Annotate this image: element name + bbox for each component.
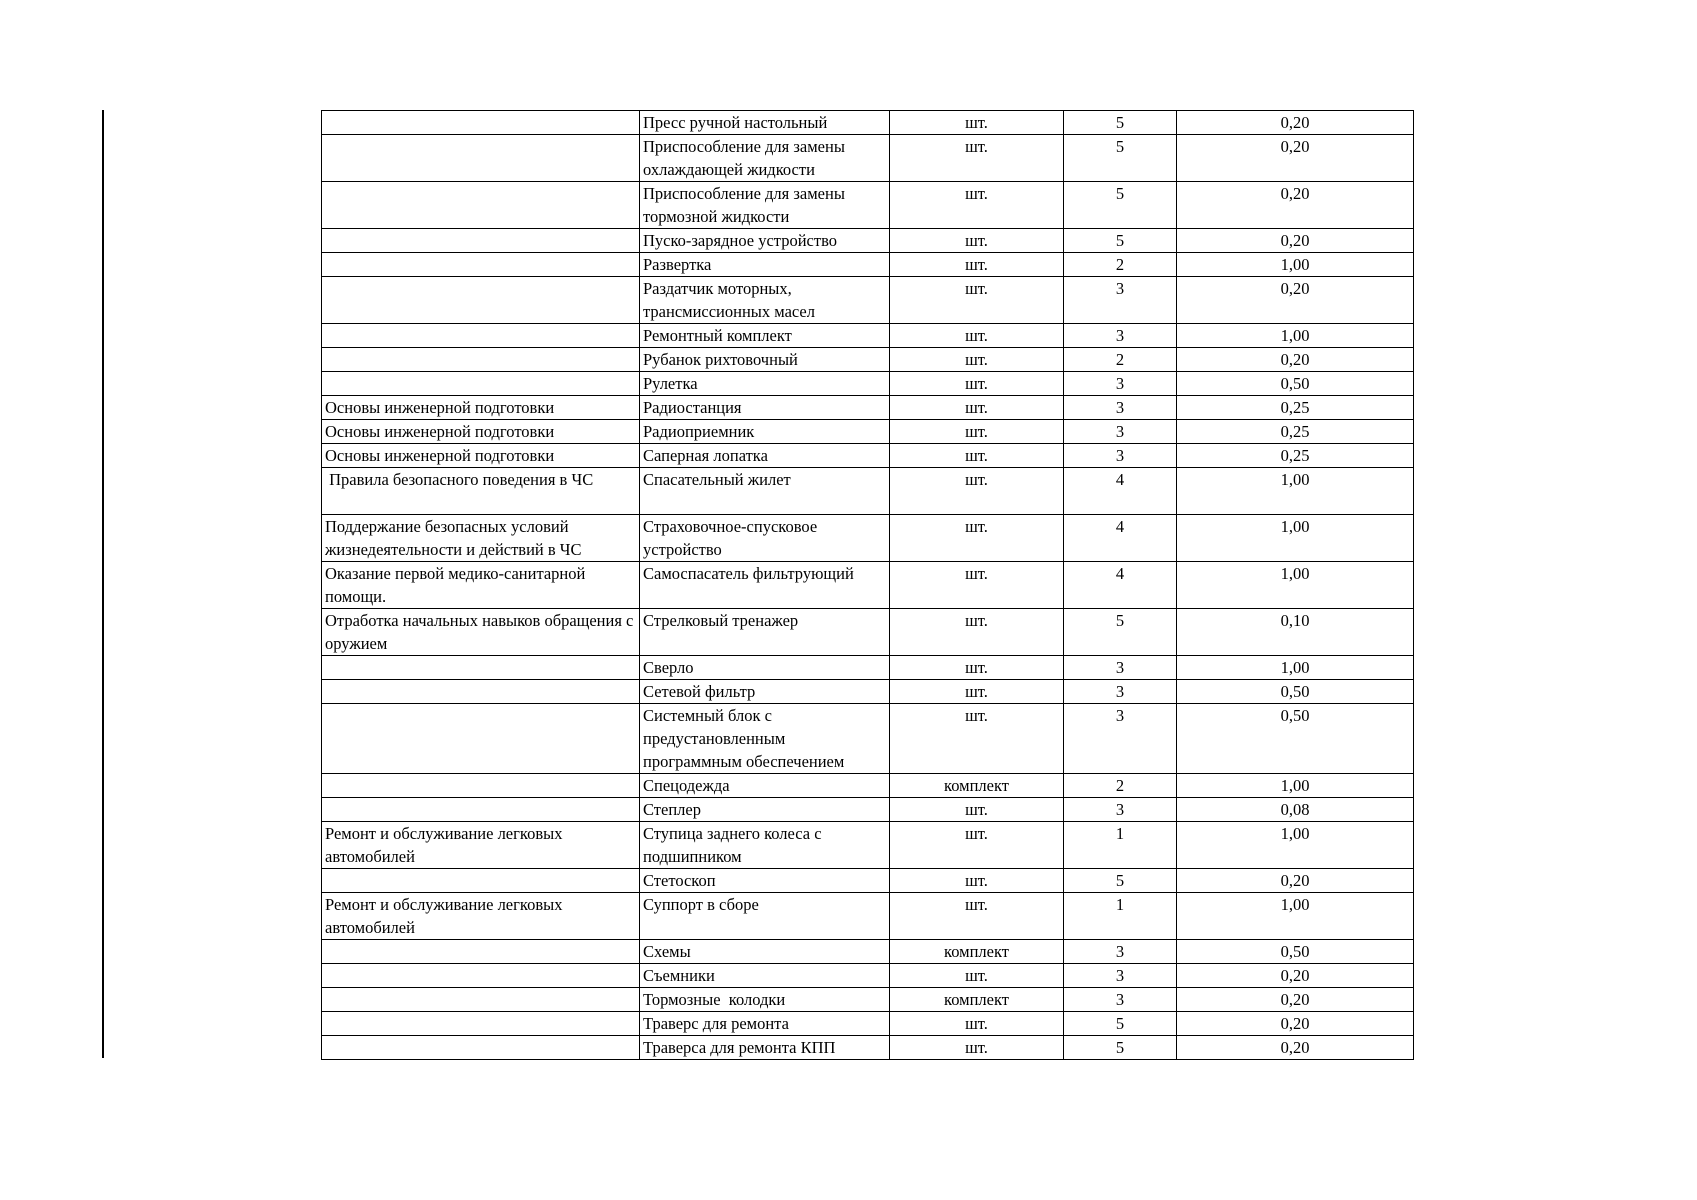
unit-cell: шт. bbox=[890, 229, 1064, 253]
table-row bbox=[322, 253, 1414, 277]
equipment-table-body bbox=[322, 111, 1414, 1060]
coefficient-cell: 0,20 bbox=[1177, 111, 1414, 135]
table-row bbox=[322, 444, 1414, 468]
subject-cell bbox=[322, 656, 640, 680]
unit-cell: шт. bbox=[890, 964, 1064, 988]
coefficient-cell: 1,00 bbox=[1177, 253, 1414, 277]
subject-cell: Ремонт и обслуживание легковых автомобилей bbox=[322, 893, 640, 940]
subject-cell bbox=[322, 111, 640, 135]
unit-cell: шт. bbox=[890, 609, 1064, 656]
unit-cell: комплект bbox=[890, 988, 1064, 1012]
item-name-cell: Траверса для ремонта КПП bbox=[640, 1036, 890, 1060]
table-row bbox=[322, 680, 1414, 704]
unit-cell: шт. bbox=[890, 420, 1064, 444]
subject-cell bbox=[322, 253, 640, 277]
unit-cell: шт. bbox=[890, 822, 1064, 869]
item-name-cell: Приспособление для замены тормозной жидкости bbox=[640, 182, 890, 229]
unit-cell: шт. bbox=[890, 468, 1064, 515]
unit-cell: шт. bbox=[890, 135, 1064, 182]
item-name-cell: Тормозные колодки bbox=[640, 988, 890, 1012]
unit-cell: шт. bbox=[890, 348, 1064, 372]
table-row bbox=[322, 182, 1414, 229]
quantity-cell: 1 bbox=[1064, 893, 1177, 940]
unit-cell: шт. bbox=[890, 111, 1064, 135]
item-name-cell: Съемники bbox=[640, 964, 890, 988]
coefficient-cell: 0,20 bbox=[1177, 348, 1414, 372]
quantity-cell: 3 bbox=[1064, 964, 1177, 988]
item-name-cell: Радиостанция bbox=[640, 396, 890, 420]
item-name-cell: Степлер bbox=[640, 798, 890, 822]
subject-cell bbox=[322, 1036, 640, 1060]
unit-cell: шт. bbox=[890, 798, 1064, 822]
subject-cell bbox=[322, 324, 640, 348]
quantity-cell: 2 bbox=[1064, 253, 1177, 277]
quantity-cell: 3 bbox=[1064, 940, 1177, 964]
quantity-cell: 4 bbox=[1064, 562, 1177, 609]
coefficient-cell: 1,00 bbox=[1177, 324, 1414, 348]
table-row bbox=[322, 372, 1414, 396]
coefficient-cell: 0,20 bbox=[1177, 869, 1414, 893]
subject-cell: Отработка начальных навыков обращения с оружием bbox=[322, 609, 640, 656]
table-row bbox=[322, 1012, 1414, 1036]
table-row bbox=[322, 940, 1414, 964]
table-row bbox=[322, 774, 1414, 798]
coefficient-cell: 1,00 bbox=[1177, 893, 1414, 940]
subject-cell bbox=[322, 229, 640, 253]
item-name-cell: Стрелковый тренажер bbox=[640, 609, 890, 656]
table-row bbox=[322, 798, 1414, 822]
quantity-cell: 3 bbox=[1064, 277, 1177, 324]
coefficient-cell: 1,00 bbox=[1177, 822, 1414, 869]
item-name-cell: Самоспасатель фильтрующий bbox=[640, 562, 890, 609]
unit-cell: комплект bbox=[890, 940, 1064, 964]
coefficient-cell: 1,00 bbox=[1177, 468, 1414, 515]
quantity-cell: 3 bbox=[1064, 324, 1177, 348]
table-row bbox=[322, 869, 1414, 893]
unit-cell: шт. bbox=[890, 1036, 1064, 1060]
subject-cell bbox=[322, 704, 640, 774]
table-row bbox=[322, 468, 1414, 515]
coefficient-cell: 0,25 bbox=[1177, 444, 1414, 468]
coefficient-cell: 1,00 bbox=[1177, 656, 1414, 680]
unit-cell: шт. bbox=[890, 253, 1064, 277]
unit-cell: шт. bbox=[890, 1012, 1064, 1036]
coefficient-cell: 0,20 bbox=[1177, 182, 1414, 229]
subject-cell bbox=[322, 774, 640, 798]
table-row bbox=[322, 562, 1414, 609]
quantity-cell: 3 bbox=[1064, 680, 1177, 704]
quantity-cell: 2 bbox=[1064, 348, 1177, 372]
table-row bbox=[322, 656, 1414, 680]
unit-cell: шт. bbox=[890, 869, 1064, 893]
unit-cell: шт. bbox=[890, 893, 1064, 940]
table-row bbox=[322, 420, 1414, 444]
item-name-cell: Суппорт в сборе bbox=[640, 893, 890, 940]
subject-cell: Ремонт и обслуживание легковых автомобилей bbox=[322, 822, 640, 869]
item-name-cell: Пуско-зарядное устройство bbox=[640, 229, 890, 253]
unit-cell: шт. bbox=[890, 444, 1064, 468]
subject-cell bbox=[322, 372, 640, 396]
quantity-cell: 3 bbox=[1064, 988, 1177, 1012]
item-name-cell: Радиоприемник bbox=[640, 420, 890, 444]
coefficient-cell: 0,20 bbox=[1177, 964, 1414, 988]
table-row bbox=[322, 135, 1414, 182]
coefficient-cell: 0,20 bbox=[1177, 229, 1414, 253]
coefficient-cell: 0,20 bbox=[1177, 1036, 1414, 1060]
quantity-cell: 4 bbox=[1064, 468, 1177, 515]
subject-cell: Основы инженерной подготовки bbox=[322, 396, 640, 420]
item-name-cell: Сетевой фильтр bbox=[640, 680, 890, 704]
item-name-cell: Спецодежда bbox=[640, 774, 890, 798]
coefficient-cell: 0,20 bbox=[1177, 1012, 1414, 1036]
item-name-cell: Стетоскоп bbox=[640, 869, 890, 893]
subject-cell bbox=[322, 182, 640, 229]
item-name-cell: Сверло bbox=[640, 656, 890, 680]
subject-cell bbox=[322, 798, 640, 822]
unit-cell: шт. bbox=[890, 562, 1064, 609]
item-name-cell: Системный блок с предустановленным программным обеспечением bbox=[640, 704, 890, 774]
table-row bbox=[322, 609, 1414, 656]
quantity-cell: 3 bbox=[1064, 798, 1177, 822]
quantity-cell: 5 bbox=[1064, 1036, 1177, 1060]
table-row bbox=[322, 348, 1414, 372]
quantity-cell: 5 bbox=[1064, 609, 1177, 656]
left-margin-line bbox=[102, 110, 104, 1058]
quantity-cell: 2 bbox=[1064, 774, 1177, 798]
coefficient-cell: 0,10 bbox=[1177, 609, 1414, 656]
unit-cell: шт. bbox=[890, 680, 1064, 704]
table-row bbox=[322, 893, 1414, 940]
table-row bbox=[322, 111, 1414, 135]
item-name-cell: Саперная лопатка bbox=[640, 444, 890, 468]
coefficient-cell: 0,20 bbox=[1177, 277, 1414, 324]
quantity-cell: 3 bbox=[1064, 396, 1177, 420]
coefficient-cell: 0,08 bbox=[1177, 798, 1414, 822]
coefficient-cell: 0,50 bbox=[1177, 940, 1414, 964]
equipment-table bbox=[321, 110, 1414, 1060]
table-row bbox=[322, 229, 1414, 253]
coefficient-cell: 1,00 bbox=[1177, 562, 1414, 609]
table-row bbox=[322, 515, 1414, 562]
subject-cell bbox=[322, 680, 640, 704]
quantity-cell: 3 bbox=[1064, 656, 1177, 680]
table-row bbox=[322, 396, 1414, 420]
coefficient-cell: 0,25 bbox=[1177, 420, 1414, 444]
unit-cell: комплект bbox=[890, 774, 1064, 798]
table-row bbox=[322, 277, 1414, 324]
item-name-cell: Приспособление для замены охлаждающей жидкости bbox=[640, 135, 890, 182]
item-name-cell: Раздатчик моторных, трансмиссионных масел bbox=[640, 277, 890, 324]
coefficient-cell: 1,00 bbox=[1177, 515, 1414, 562]
table-row bbox=[322, 704, 1414, 774]
table-row bbox=[322, 964, 1414, 988]
subject-cell: Поддержание безопасных условий жизнедеятельности и действий в ЧС bbox=[322, 515, 640, 562]
subject-cell: Основы инженерной подготовки bbox=[322, 420, 640, 444]
unit-cell: шт. bbox=[890, 372, 1064, 396]
item-name-cell: Ступица заднего колеса с подшипником bbox=[640, 822, 890, 869]
item-name-cell: Спасательный жилет bbox=[640, 468, 890, 515]
unit-cell: шт. bbox=[890, 324, 1064, 348]
quantity-cell: 1 bbox=[1064, 822, 1177, 869]
item-name-cell: Траверс для ремонта bbox=[640, 1012, 890, 1036]
quantity-cell: 5 bbox=[1064, 229, 1177, 253]
subject-cell bbox=[322, 1012, 640, 1036]
quantity-cell: 4 bbox=[1064, 515, 1177, 562]
unit-cell: шт. bbox=[890, 515, 1064, 562]
unit-cell: шт. bbox=[890, 277, 1064, 324]
quantity-cell: 3 bbox=[1064, 372, 1177, 396]
coefficient-cell: 0,50 bbox=[1177, 680, 1414, 704]
quantity-cell: 5 bbox=[1064, 1012, 1177, 1036]
subject-cell bbox=[322, 940, 640, 964]
subject-cell bbox=[322, 964, 640, 988]
unit-cell: шт. bbox=[890, 182, 1064, 229]
subject-cell: Основы инженерной подготовки bbox=[322, 444, 640, 468]
subject-cell bbox=[322, 348, 640, 372]
item-name-cell: Рулетка bbox=[640, 372, 890, 396]
table-row bbox=[322, 324, 1414, 348]
table-row bbox=[322, 822, 1414, 869]
coefficient-cell: 0,25 bbox=[1177, 396, 1414, 420]
subject-cell bbox=[322, 277, 640, 324]
item-name-cell: Развертка bbox=[640, 253, 890, 277]
coefficient-cell: 0,20 bbox=[1177, 135, 1414, 182]
table-row bbox=[322, 988, 1414, 1012]
unit-cell: шт. bbox=[890, 656, 1064, 680]
quantity-cell: 5 bbox=[1064, 182, 1177, 229]
quantity-cell: 5 bbox=[1064, 111, 1177, 135]
coefficient-cell: 1,00 bbox=[1177, 774, 1414, 798]
coefficient-cell: 0,50 bbox=[1177, 704, 1414, 774]
coefficient-cell: 0,20 bbox=[1177, 988, 1414, 1012]
subject-cell: Правила безопасного поведения в ЧС bbox=[322, 468, 640, 515]
coefficient-cell: 0,50 bbox=[1177, 372, 1414, 396]
item-name-cell: Рубанок рихтовочный bbox=[640, 348, 890, 372]
quantity-cell: 3 bbox=[1064, 420, 1177, 444]
item-name-cell: Схемы bbox=[640, 940, 890, 964]
quantity-cell: 3 bbox=[1064, 444, 1177, 468]
item-name-cell: Пресс ручной настольный bbox=[640, 111, 890, 135]
subject-cell bbox=[322, 988, 640, 1012]
item-name-cell: Страховочное-спусковое устройство bbox=[640, 515, 890, 562]
subject-cell: Оказание первой медико-санитарной помощи. bbox=[322, 562, 640, 609]
quantity-cell: 3 bbox=[1064, 704, 1177, 774]
quantity-cell: 5 bbox=[1064, 135, 1177, 182]
subject-cell bbox=[322, 135, 640, 182]
subject-cell bbox=[322, 869, 640, 893]
unit-cell: шт. bbox=[890, 396, 1064, 420]
item-name-cell: Ремонтный комплект bbox=[640, 324, 890, 348]
unit-cell: шт. bbox=[890, 704, 1064, 774]
quantity-cell: 5 bbox=[1064, 869, 1177, 893]
table-row bbox=[322, 1036, 1414, 1060]
